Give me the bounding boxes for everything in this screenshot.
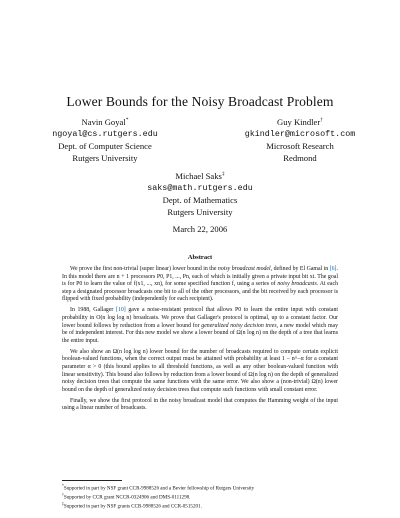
abstract-paragraph: We prove the first non-trivial (super linear) lower bound in the noisy broadcast model, defined by El Gamal in [6]. In this model there are n + 1 processors P0, P1, ..., Pn, each of which is initially given a private input bit xi. The goal is for P0 to learn the value of f(x1, ..., xn), for some specified function f, using a series of noisy broadcasts. At each step a designated processor broadcasts one bit to all of the other processors, and the bit received by each processor is flipped with fixed probability (independently for each recipient). [62,266,338,303]
abstract-paragraph: We also show an Ω(n log log n) lower bound for the number of broadcasts required to compute certain explicit boolean-valued functions, when the correct output must be attained with probability at least 1 − n^−α for a constant parameter α > 0 (this bound applies to all threshold functions, as well as any other boolean-valued function with linear sensitivity). This bound also follows by reduction from a lower bound of Ω(n log n) on the depth of generalized noisy decision trees that compute the same functions with the same error. We also show a (non-trivial) Ω(n) lower bound on the depth of generalized noisy decision trees that compute such functions with small constant error. [62,348,338,393]
citation-link[interactable]: [10] [116,307,126,314]
abstract-heading: Abstract [187,254,213,261]
footnote-marker: ‡ [221,171,225,177]
paper-date: March 22, 2006 [172,224,228,234]
author-block-goyal [30,114,180,165]
author-affiliation: Microsoft Research [266,141,334,152]
citation-link[interactable]: [6] [329,266,337,272]
author-block-kindler [225,114,375,165]
author-affiliation: Dept. of Computer Science [58,141,152,152]
author-block-saks [115,168,285,219]
paper-title: Lower Bounds for the Noisy Broadcast Problem [66,94,334,109]
abstract-paragraph: Finally, we show the first protocol in the noisy broadcast model that computes the Hamming weight of the input using a linear number of broadcasts. [62,397,338,412]
author-name: Guy Kindler† [277,116,323,127]
abstract-body [62,266,338,416]
author-name: Navin Goyal* [81,116,129,127]
footnotes [62,480,352,510]
footnote-marker: * [125,117,129,123]
abstract-paragraph: In 1988, Gallager [10] gave a noise-resistant protocol that allows P0 to learn the entire input with constant probability in O(n log log n) broadcasts. We prove that Gallager's protocol is optimal, up to a constant factor. Our lower bound follows by reduction from a lower bound for generalized noisy decision trees, a new model which may be of independent interest. For this new model we show a lower bound of Ω(n log n) on the depth of a tree that learns the entire input. [62,307,339,344]
footnote: *Supported in part by NSF grant CCR-9988526 and a Bevier fellowship of Rutgers University [62,484,255,492]
author-email[interactable]: saks@math.rutgers.edu [147,183,253,194]
author-name: Michael Saks‡ [175,170,225,181]
footnote-divider [62,480,122,481]
author-email[interactable]: gkindler@microsoft.com [244,129,356,140]
author-institution: Rutgers University [72,153,138,164]
author-email[interactable]: ngoyal@cs.rutgers.edu [52,129,158,140]
footnote: †Supported by CCR grant NCCR-0324906 and DMS-0111298. [62,492,191,501]
author-institution: Rutgers University [167,207,233,218]
footnote: ‡Supported in part by NSF grants CCR-9988526 and CCR-0515201. [62,501,202,510]
author-institution: Redmond [283,153,317,164]
author-affiliation: Dept. of Mathematics [162,195,238,206]
footnote-marker: † [320,117,323,123]
